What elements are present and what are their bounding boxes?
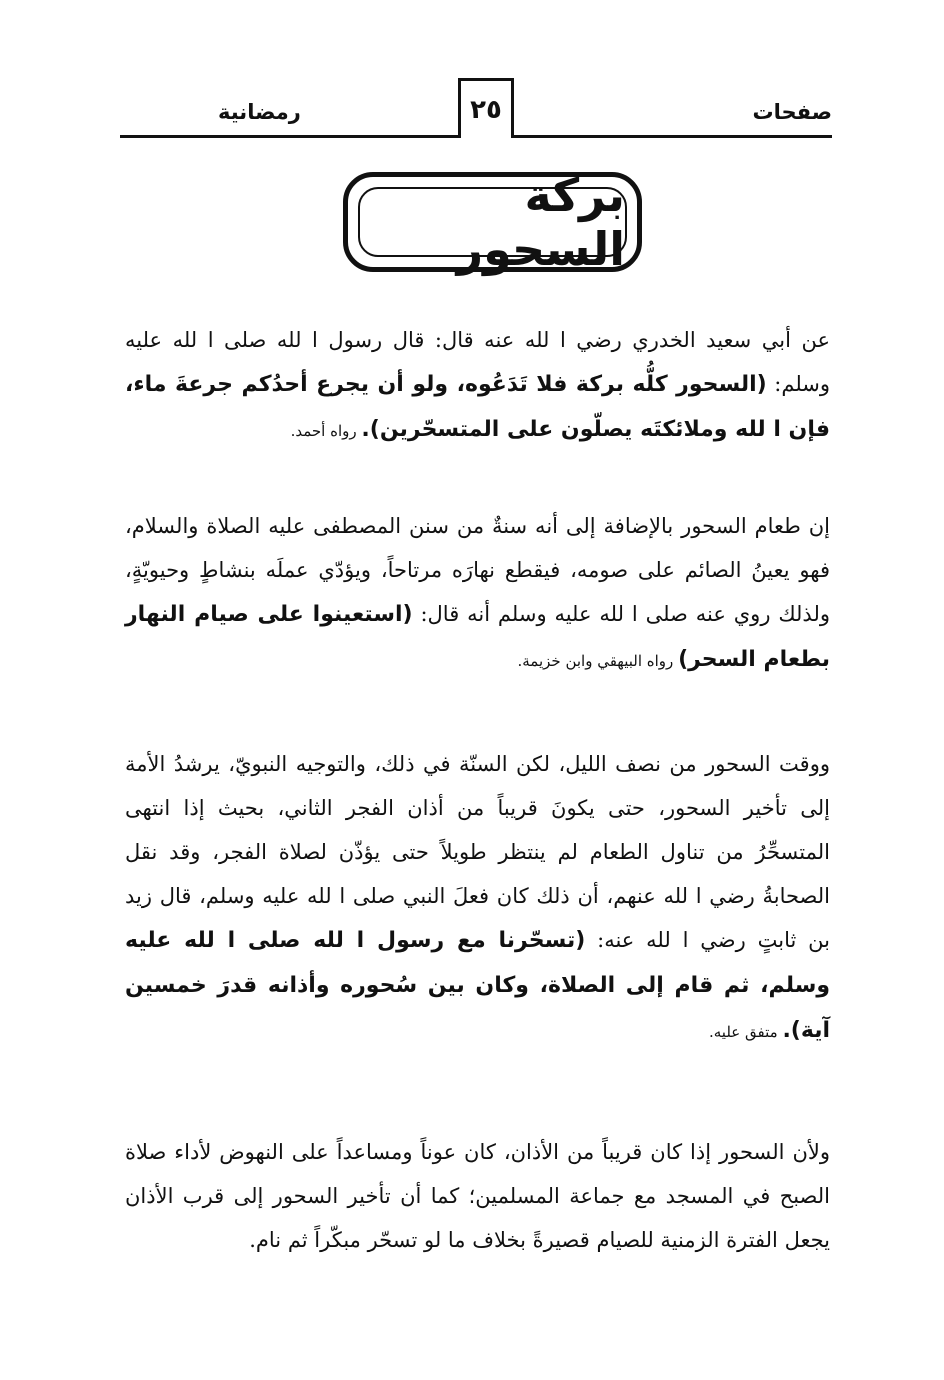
- paragraph-4-text: ولأن السحور إذا كان قريباً من الأذان، كان عوناً ومساعداً على النهوض لأداء صلاة الصبح في المسجد مع جماعة المسلمين؛ كما أن تأخير السحور إلى قرب الأذان يجعل الفترة الزمنية للصيام قصيرةً بخلاف ما لو تسحّر مبكّراً ثم نام.: [125, 1140, 830, 1252]
- page-header: [120, 78, 832, 136]
- paragraph-3-reference: متفق عليه.: [708, 1023, 783, 1041]
- paragraph-2-hadith: (استعينوا على صيام النهار بطعام السحر): [125, 602, 830, 672]
- chapter-title-frame: [343, 168, 642, 276]
- paragraph-2-reference: رواه البيهقي وابن خزيمة.: [517, 652, 679, 670]
- paragraph-3: [125, 742, 830, 1054]
- paragraph-1: [125, 318, 830, 453]
- paragraph-3-hadith: (تسحّرنا مع رسول ا لله صلى ا لله عليه وسلم، ثم قام إلى الصلاة، وكان بين سُحوره وأذانه قدرَ خمسين آية).: [125, 928, 830, 1043]
- paragraph-1-hadith: (السحور كلُّه بركة فلا تَدَعُوه، ولو أن يجرع أحدُكم جرعةَ ماء، فإن ا لله وملائكتَه يصلّون على المتسحّرين).: [125, 372, 830, 442]
- paragraph-2-text: إن طعام السحور بالإضافة إلى أنه سنةٌ من سنن المصطفى عليه الصلاة والسلام، فهو يعينُ الصائم على صومه، فيقطع نهارَه مرتاحاً، ويؤدّي عملَه بنشاطٍ وحيويّةٍ، ولذلك روي عنه صلى ا لله عليه وسلم أنه قال:: [125, 514, 830, 626]
- paragraph-2: [125, 504, 830, 683]
- paragraph-3-text: ووقت السحور من نصف الليل، لكن السنّة في ذلك، والتوجيه النبويّ، يرشدُ الأمة إلى تأخير السحور، حتى يكونَ قريباً من أذان الفجر الثاني، بحيث إذا انتهى المتسحِّرُ من تناول الطعام لم ينتظر طويلاً حتى يؤذّن لصلاة الفجر، وقد نقل الصحابةُ رضي ا لله عنهم، أن ذلك كان فعلَ النبي صلى ا لله عليه وسلم، قال زيد بن ثابتٍ رضي ا لله عنه:: [125, 752, 830, 952]
- book-title: صفحات: [752, 100, 832, 124]
- page-number: ٢٥: [458, 78, 514, 138]
- paragraph-1-text: عن أبي سعيد الخدري رضي ا لله عنه قال: قال رسول ا لله صلى ا لله عليه وسلم:: [125, 328, 831, 396]
- paragraph-1-reference: رواه أحمد.: [290, 422, 362, 440]
- paragraph-4: [125, 1130, 830, 1262]
- section-title: رمضانية: [218, 100, 301, 124]
- chapter-title: بركة السحور: [358, 187, 627, 257]
